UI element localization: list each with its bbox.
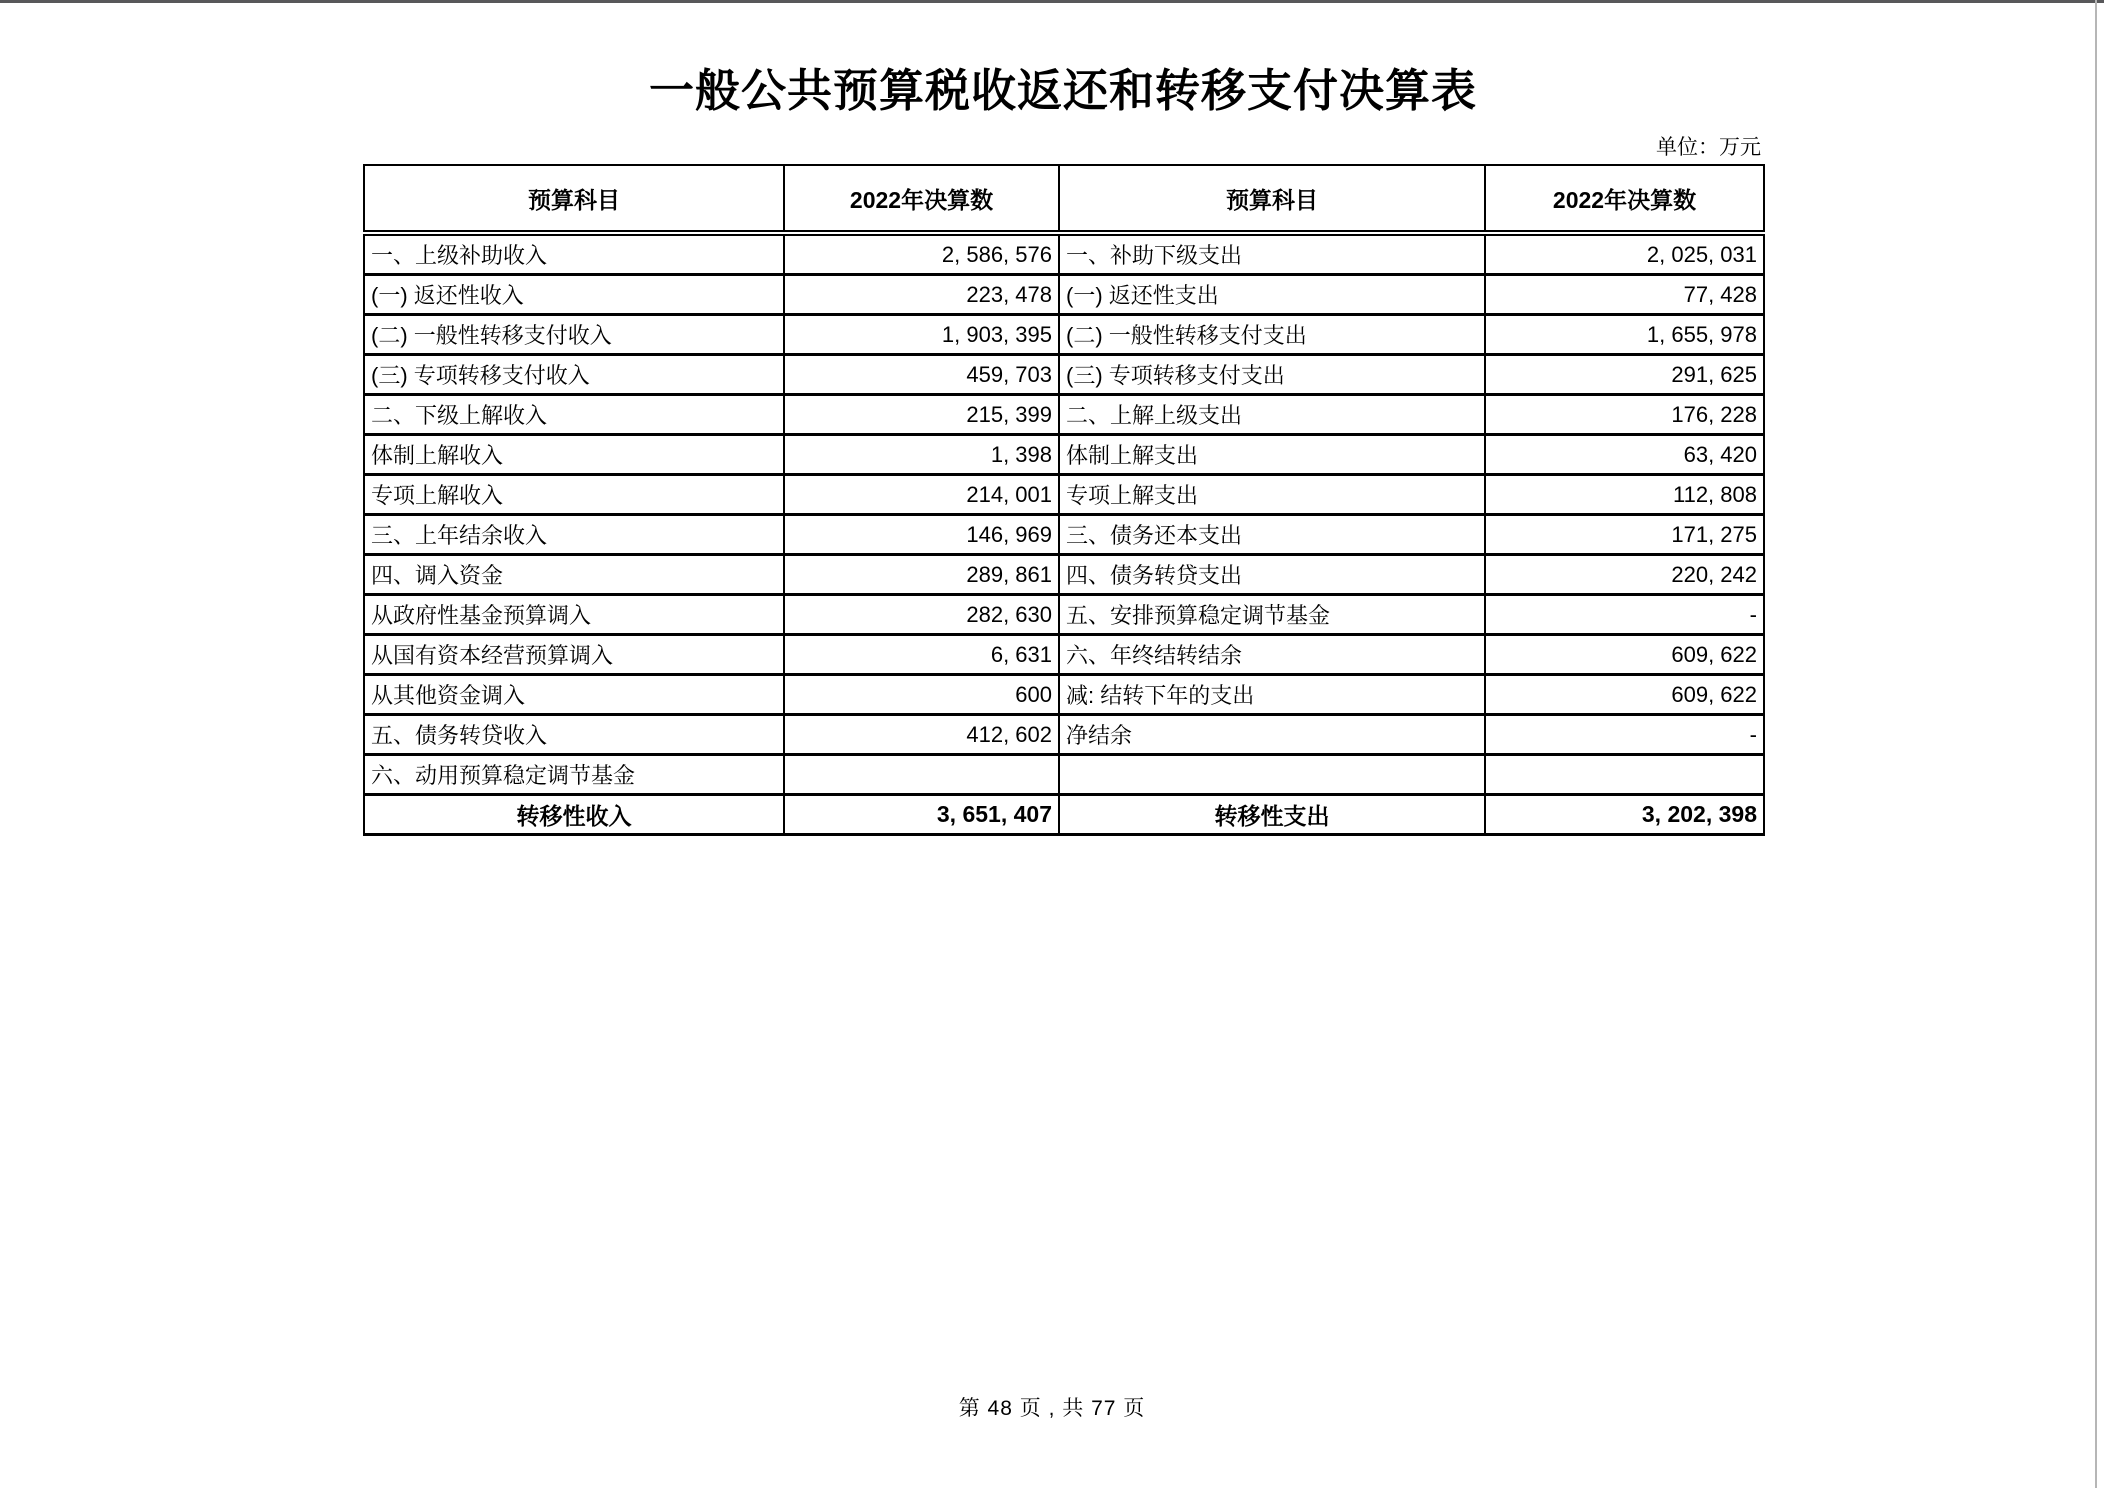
category-cell: (三) 专项转移支付收入 [364,355,784,395]
value-cell: 171, 275 [1485,515,1764,555]
table-row [364,635,1764,675]
value-cell: 289, 861 [784,555,1059,595]
value-cell: 112, 808 [1485,475,1764,515]
table-row [364,233,1764,275]
value-cell: 214, 001 [784,475,1059,515]
category-cell: 专项上解支出 [1059,475,1485,515]
value-cell: 1, 903, 395 [784,315,1059,355]
total-value-cell: 3, 202, 398 [1485,795,1764,835]
value-cell: 77, 428 [1485,275,1764,315]
category-cell: 从国有资本经营预算调入 [364,635,784,675]
header-amount-right: 2022年决算数 [1485,165,1764,233]
category-cell: 六、动用预算稳定调节基金 [364,755,784,795]
table-row [364,515,1764,555]
category-cell: 从其他资金调入 [364,675,784,715]
table-row [364,475,1764,515]
header-amount-left: 2022年决算数 [784,165,1059,233]
category-cell: 二、上解上级支出 [1059,395,1485,435]
category-cell: 一、上级补助收入 [364,233,784,275]
value-cell: 1, 398 [784,435,1059,475]
table-header-row [364,165,1764,233]
value-cell [784,755,1059,795]
value-cell: - [1485,715,1764,755]
table-row [364,275,1764,315]
value-cell: 220, 242 [1485,555,1764,595]
value-cell: 282, 630 [784,595,1059,635]
category-cell: 四、债务转贷支出 [1059,555,1485,595]
header-subject-left: 预算科目 [364,165,784,233]
page-number-footer: 第 48 页 , 共 77 页 [958,1397,1146,1420]
total-label-cell: 转移性收入 [364,795,784,835]
table-row [364,675,1764,715]
table-row [364,315,1764,355]
table-row [364,715,1764,755]
table-row [364,435,1764,475]
category-cell: 六、年终结转结余 [1059,635,1485,675]
category-cell [1059,755,1485,795]
value-cell [1485,755,1764,795]
category-cell: 体制上解收入 [364,435,784,475]
value-cell: 215, 399 [784,395,1059,435]
category-cell: (一) 返还性收入 [364,275,784,315]
total-value-cell: 3, 651, 407 [784,795,1059,835]
table-row [364,595,1764,635]
category-cell: 五、债务转贷收入 [364,715,784,755]
value-cell: 459, 703 [784,355,1059,395]
category-cell: 三、上年结余收入 [364,515,784,555]
table-row [364,355,1764,395]
category-cell: (二) 一般性转移支付收入 [364,315,784,355]
category-cell: 减: 结转下年的支出 [1059,675,1485,715]
page-right-border [2095,0,2097,1488]
value-cell: 2, 025, 031 [1485,233,1764,275]
value-cell: 176, 228 [1485,395,1764,435]
category-cell: (二) 一般性转移支付支出 [1059,315,1485,355]
table-row [364,395,1764,435]
category-cell: 净结余 [1059,715,1485,755]
value-cell: 2, 586, 576 [784,233,1059,275]
value-cell: 412, 602 [784,715,1059,755]
value-cell: 1, 655, 978 [1485,315,1764,355]
category-cell: 四、调入资金 [364,555,784,595]
value-cell: 291, 625 [1485,355,1764,395]
category-cell: 三、债务还本支出 [1059,515,1485,555]
page-top-border [0,0,2104,3]
table-total-row [364,795,1764,835]
category-cell: 专项上解收入 [364,475,784,515]
value-cell: - [1485,595,1764,635]
value-cell: 609, 622 [1485,675,1764,715]
table-row [364,755,1764,795]
total-label-cell: 转移性支出 [1059,795,1485,835]
category-cell: 从政府性基金预算调入 [364,595,784,635]
category-cell: (一) 返还性支出 [1059,275,1485,315]
value-cell: 63, 420 [1485,435,1764,475]
category-cell: 五、安排预算稳定调节基金 [1059,595,1485,635]
value-cell: 609, 622 [1485,635,1764,675]
value-cell: 6, 631 [784,635,1059,675]
budget-table [363,164,1765,836]
table-row [364,555,1764,595]
category-cell: 一、补助下级支出 [1059,233,1485,275]
header-subject-right: 预算科目 [1059,165,1485,233]
unit-note: 单位：万元 [1656,136,1761,159]
category-cell: 二、下级上解收入 [364,395,784,435]
value-cell: 600 [784,675,1059,715]
value-cell: 146, 969 [784,515,1059,555]
category-cell: 体制上解支出 [1059,435,1485,475]
page-title: 一般公共预算税收返还和转移支付决算表 [648,65,1477,116]
category-cell: (三) 专项转移支付支出 [1059,355,1485,395]
value-cell: 223, 478 [784,275,1059,315]
